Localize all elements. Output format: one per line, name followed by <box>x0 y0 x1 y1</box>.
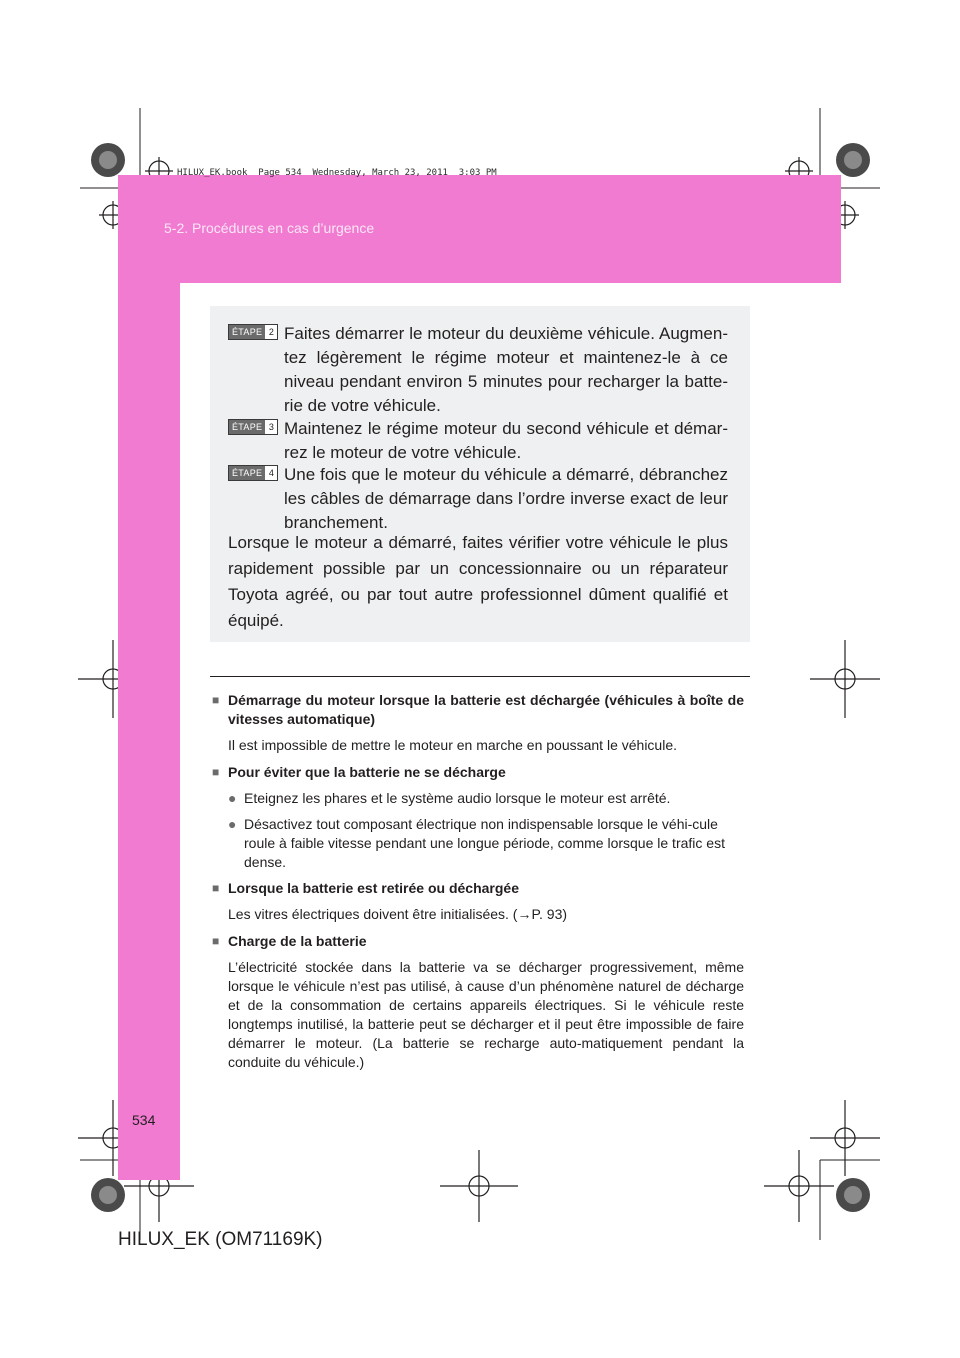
square-bullet-icon: ■ <box>212 765 220 779</box>
note-heading: ■ Démarrage du moteur lorsque la batterie est déchargée (véhicules à boîte de vitesses automatique) <box>212 692 744 727</box>
step-4 <box>284 463 728 535</box>
note-heading: ■ Lorsque la batterie est retirée ou déchargée <box>212 880 519 896</box>
step-label: ÉTAPE <box>229 420 265 434</box>
section-title: 5-2. Procédures en cas d’urgence <box>164 220 375 236</box>
step-text: Une fois que le moteur du véhicule a démarré, débranchez les câbles de démarrage dans l’ordre inverse exact de leur branchement. <box>284 465 728 532</box>
step-text: Faites démarrer le moteur du deuxième véhicule. Augmen-tez légèrement le régime moteur et maintenez-le à ce niveau pendant environ 5 minutes pour recharger la batte-rie de votre véhicule. <box>284 324 728 415</box>
note-text: L’électricité stockée dans la batterie va se décharger progressivement, même lorsque le véhicule n’est pas utilisé, à cause d’un phénomène naturel de décharge et de la consommation de certains appareils électriques. Si le véhicule reste longtemps inutilisé, la batterie peut se décharger et il peut être impossible de faire démarrer le moteur. (La batterie se recharge auto-matiquement pendant la conduite du véhicule.) <box>228 959 744 1070</box>
note-heading: ■ Pour éviter que la batterie ne se décharge <box>212 764 506 780</box>
section-divider <box>210 676 750 677</box>
list-item: ● Désactivez tout composant électrique non indispensable lorsque le véhi-cule roule à faible vitesse pendant une longue période, comme lorsque le trafic est dense. <box>228 816 725 870</box>
notes-section <box>212 691 744 1080</box>
step-badge-2 <box>228 324 278 340</box>
final-paragraph: Lorsque le moteur a démarré, faites vérifier votre véhicule le plus rapidement possible par un concessionnaire ou un réparateur Toyota agréé, ou par tout autre professionnel dûment qualifié et équipé. <box>228 533 728 630</box>
list-item: ● Eteignez les phares et le système audio lorsque le moteur est arrêté. <box>228 790 671 806</box>
square-bullet-icon: ■ <box>212 934 220 948</box>
step-label: ÉTAPE <box>229 325 265 339</box>
step-text: Maintenez le régime moteur du second véhicule et démar-rez le moteur de votre véhicule. <box>284 419 728 462</box>
note-text: Les vitres électriques doivent être initialisées. (→P. 93) <box>228 906 568 922</box>
steps-box <box>210 306 750 642</box>
square-bullet-icon: ■ <box>212 693 220 707</box>
print-stamp: HILUX_EK.book Page 534 Wednesday, March 23, 2011 3:03 PM <box>177 168 497 178</box>
square-bullet-icon: ■ <box>212 881 220 895</box>
page-number: 534 <box>132 1112 156 1128</box>
circle-bullet-icon: ● <box>228 816 237 832</box>
side-tab-band <box>118 283 180 1180</box>
circle-bullet-icon: ● <box>228 790 237 806</box>
footer-model-code: HILUX_EK (OM71169K) <box>118 1229 323 1250</box>
step-badge-4 <box>228 465 278 481</box>
step-badge-3 <box>228 419 278 435</box>
step-3 <box>284 417 728 465</box>
note-heading: ■ Charge de la batterie <box>212 933 367 949</box>
step-number: 4 <box>268 468 274 478</box>
step-label: ÉTAPE <box>229 466 265 480</box>
note-text: Il est impossible de mettre le moteur en marche en poussant le véhicule. <box>228 737 678 753</box>
step-number: 2 <box>268 327 274 337</box>
step-2 <box>284 322 728 418</box>
step-number: 3 <box>268 422 274 432</box>
